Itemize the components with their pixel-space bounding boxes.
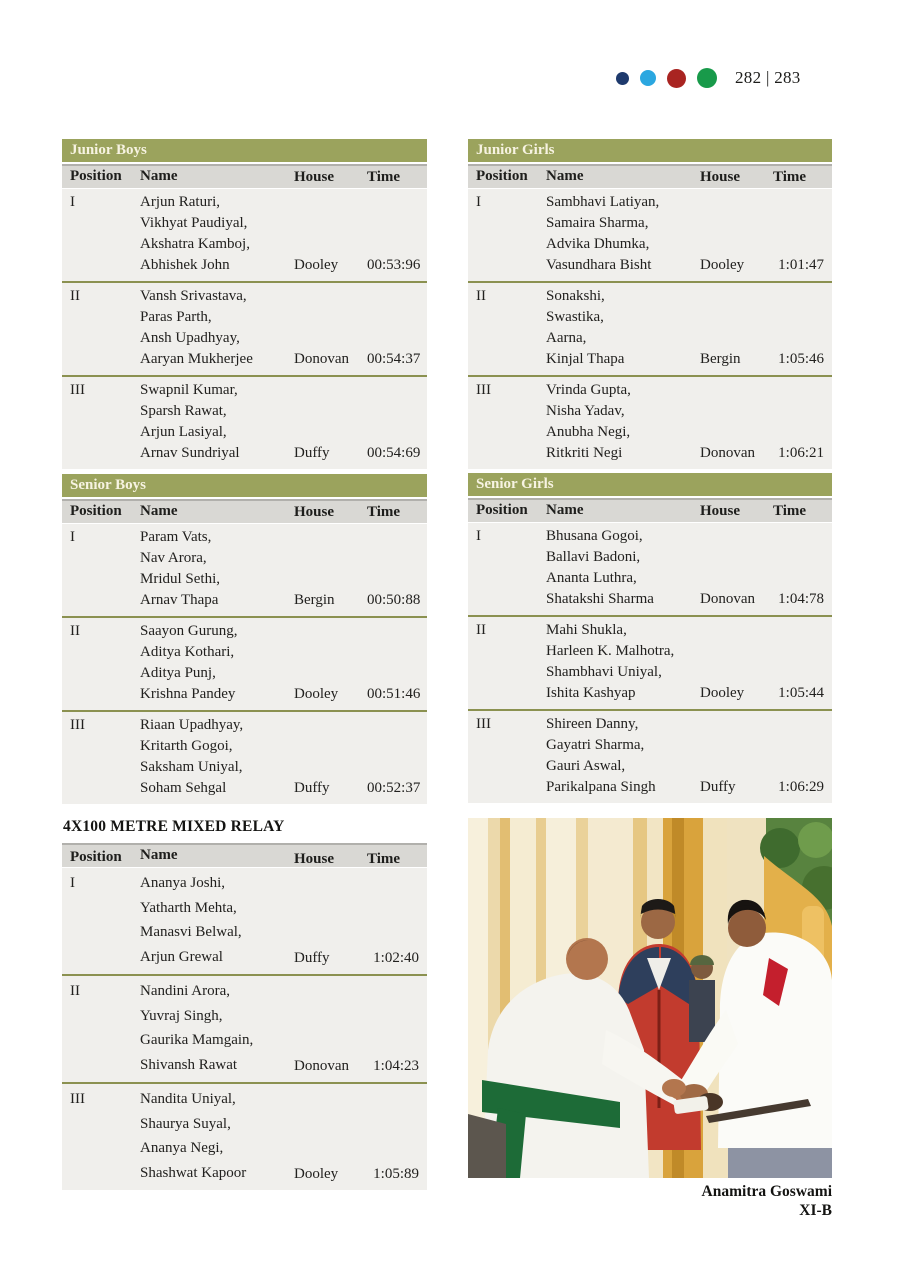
name-line: Manasvi Belwal, [140,924,242,940]
time-cell: 1:06:21 [778,445,824,461]
time-cell: 00:51:46 [367,686,421,702]
position-cell: I [70,875,75,891]
table-title-band: Junior Girls [468,139,832,162]
time-cell: 00:53:96 [367,257,421,273]
column-header: House [700,169,741,185]
mixed-relay-table [62,843,427,1190]
name-line: Swastika, [546,309,604,325]
column-header: Position [70,503,122,519]
name-line: Arnav Thapa [140,592,219,608]
name-line: Arjun Raturi, [140,194,220,210]
time-cell: 1:01:47 [778,257,824,273]
name-line: Ananta Luthra, [546,570,637,586]
name-line: Nandita Uniyal, [140,1091,236,1107]
name-line: Vikhyat Paudiyal, [140,215,248,231]
names-cell [140,1087,294,1185]
name-line: Kinjal Thapa [546,351,625,367]
name-line: Saayon Gurung, [140,623,238,639]
name-line: Ishita Kashyap [546,685,636,701]
time-cell: 1:05:46 [778,351,824,367]
column-header: House [294,169,335,185]
house-cell: Dooley [294,257,339,273]
column-header: House [294,850,335,867]
ceremony-photo-illustration [468,818,832,1178]
position-cell: II [70,288,80,304]
corner-dots [616,68,717,88]
time-cell: 00:54:37 [367,351,421,367]
green-dot [697,68,717,88]
time-cell: 1:04:78 [778,591,824,607]
column-header: Time [773,169,807,185]
name-line: Gauri Aswal, [546,758,626,774]
table-header-row [62,164,427,188]
house-cell: Duffy [294,780,330,796]
column-header: Name [140,847,178,863]
name-line: Akshatra Kamboj, [140,236,250,252]
name-line: Vrinda Gupta, [546,382,631,398]
house-cell: Donovan [294,351,349,367]
position-cell: I [476,528,481,544]
name-line: Ritkriti Negi [546,445,623,461]
house-cell: Dooley [294,686,339,702]
name-line: Nandini Arora, [140,983,230,999]
senior-boys-table [62,474,427,804]
name-line: Vasundhara Bisht [546,257,652,273]
name-line: Yuvraj Singh, [140,1007,223,1024]
name-line: Aditya Kothari, [140,644,235,660]
name-line: Shambhavi Uniyal, [546,664,662,680]
photo-caption-name: Anamitra Goswami [701,1183,832,1200]
time-cell: 00:52:37 [367,780,421,796]
name-line: Parikalpana Singh [546,779,656,795]
page-header [616,68,801,88]
time-cell: 1:02:40 [373,950,419,966]
result-row [468,615,832,709]
name-line: Ananya Joshi, [140,875,225,891]
name-line: Harleen K. Malhotra, [546,643,675,659]
name-line: Arjun Grewal [140,948,223,965]
position-cell: III [476,382,491,398]
names-cell [546,192,700,276]
name-line: Nav Arora, [140,550,207,566]
result-row [62,281,427,375]
column-header: Name [140,503,178,519]
name-line: Mridul Sethi, [140,571,221,587]
table-header-row [62,843,427,867]
result-row [62,868,427,974]
position-cell: I [476,194,481,210]
light-blue-dot [640,70,656,86]
house-cell: Dooley [700,257,745,273]
name-line: Shashwat Kapoor [140,1164,247,1181]
house-cell: Bergin [294,592,335,608]
names-cell [140,979,294,1077]
names-cell [546,526,700,610]
name-line: Vansh Srivastava, [140,288,247,304]
name-line: Gaurika Mamgain, [140,1032,254,1048]
name-line: Aditya Punj, [140,665,216,681]
position-cell: II [476,288,486,304]
name-line: Shivansh Rawat [140,1056,238,1073]
senior-girls-table [468,473,832,803]
junior-girls-table [468,139,832,469]
name-line: Ansh Upadhyay, [140,330,240,346]
name-line: Paras Parth, [140,309,212,325]
names-cell [140,871,294,969]
column-header: Name [546,168,584,184]
result-row [62,616,427,710]
names-cell [140,192,294,276]
name-line: Ballavi Badoni, [546,549,641,565]
mixed-relay-heading: 4X100 METRE MIXED RELAY [63,818,285,835]
name-line: Sonakshi, [546,288,605,304]
table-title-band: Senior Boys [62,474,427,497]
name-line: Sparsh Rawat, [140,403,227,419]
house-cell: Duffy [700,779,736,795]
name-line: Anubha Negi, [546,424,631,440]
name-line: Shaurya Suyal, [140,1115,231,1132]
names-cell [140,527,294,611]
result-row [468,709,832,803]
column-header: Position [70,849,122,865]
name-line: Arnav Sundriyal [140,445,240,461]
table-header-row [62,499,427,523]
result-row [468,523,832,615]
house-cell: Donovan [294,1058,349,1074]
name-line: Riaan Upadhyay, [140,717,244,733]
name-line: Saksham Uniyal, [140,759,243,775]
name-line: Sambhavi Latiyan, [546,194,660,210]
house-cell: Bergin [700,351,741,367]
time-cell: 00:50:88 [367,592,421,608]
result-row [62,1082,427,1190]
result-row [468,375,832,469]
name-line: Yatharth Mehta, [140,899,237,916]
name-line: Krishna Pandey [140,686,236,702]
house-cell: Donovan [700,445,755,461]
column-header: Position [476,502,528,518]
name-line: Nisha Yadav, [546,403,625,419]
result-row [62,974,427,1082]
column-header: Position [70,168,122,184]
column-header: Time [367,504,401,520]
column-header: House [294,504,335,520]
column-header: Time [367,850,401,867]
time-cell: 1:06:29 [778,779,824,795]
navy-dot [616,72,629,85]
names-cell [140,715,294,799]
name-line: Gayatri Sharma, [546,737,645,753]
names-cell [546,714,700,798]
house-cell: Duffy [294,445,330,461]
column-header: Position [476,168,528,184]
table-title-band: Senior Girls [468,473,832,496]
name-line: Arjun Lasiyal, [140,424,227,440]
column-header: Name [140,168,178,184]
position-cell: II [476,622,486,638]
name-line: Shatakshi Sharma [546,591,654,607]
name-line: Ananya Negi, [140,1140,224,1156]
dark-red-dot [667,69,686,88]
time-cell: 1:05:44 [778,685,824,701]
table-header-row [468,164,832,188]
names-cell [546,286,700,370]
position-cell: I [70,194,75,210]
names-cell [140,621,294,705]
position-cell: III [70,382,85,398]
column-header: Time [773,503,807,519]
result-row [62,375,427,469]
junior-boys-table [62,139,427,469]
photo-caption-class: XI-B [799,1202,832,1219]
house-cell: Dooley [294,1166,339,1182]
photo-caption [468,1182,832,1220]
result-row [468,281,832,375]
name-line: Bhusana Gogoi, [546,528,643,544]
position-cell: III [70,717,85,733]
house-cell: Duffy [294,950,330,966]
result-row [468,189,832,281]
house-cell: Dooley [700,685,745,701]
name-line: Advika Dhumka, [546,236,650,252]
name-line: Samaira Sharma, [546,215,649,231]
name-line: Soham Sehgal [140,780,227,796]
time-cell: 00:54:69 [367,445,421,461]
name-line: Mahi Shukla, [546,622,627,638]
name-line: Aarna, [546,330,587,346]
position-cell: II [70,983,80,999]
result-row [62,524,427,616]
name-line: Shireen Danny, [546,716,639,732]
position-cell: II [70,623,80,639]
column-header: Name [546,502,584,518]
time-cell: 1:04:23 [373,1058,419,1074]
position-cell: III [476,716,491,732]
name-line: Aaryan Mukherjee [140,351,253,367]
page-number: 282 | 283 [735,68,801,87]
position-cell: I [70,529,75,545]
result-row [62,710,427,804]
result-row [62,189,427,281]
names-cell [546,620,700,704]
time-cell: 1:05:89 [373,1166,419,1182]
house-cell: Donovan [700,591,755,607]
table-header-row [468,498,832,522]
position-cell: III [70,1091,85,1107]
names-cell [140,286,294,370]
name-line: Kritarth Gogoi, [140,738,233,754]
table-title-band: Junior Boys [62,139,427,162]
names-cell [140,380,294,464]
names-cell [546,380,700,464]
column-header: Time [367,169,401,185]
name-line: Swapnil Kumar, [140,382,238,398]
name-line: Param Vats, [140,529,212,545]
column-header: House [700,503,741,519]
ceremony-photo [468,818,832,1178]
name-line: Abhishek John [140,257,230,273]
